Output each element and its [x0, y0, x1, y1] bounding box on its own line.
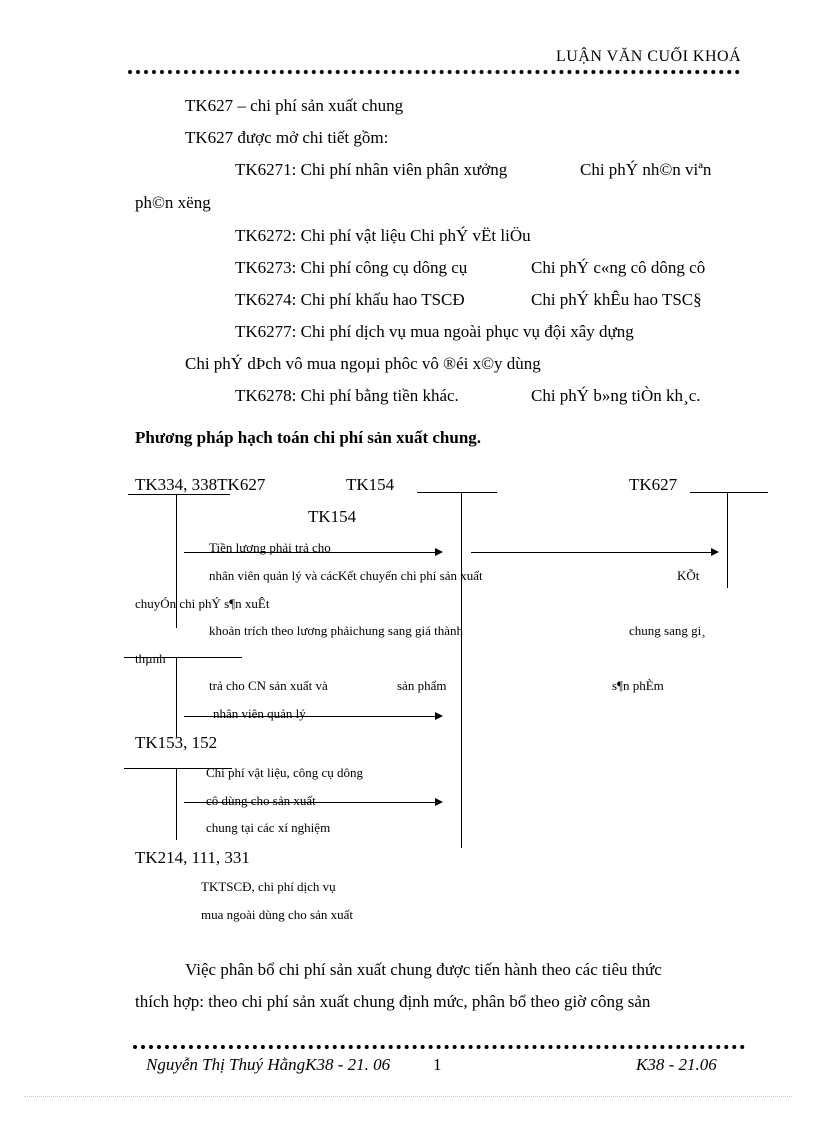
account-line-legacy: Chi phÝ b»ng tiÒn kh¸c.	[531, 386, 701, 405]
diagram-account-334: TK334, 338TK627	[135, 475, 266, 494]
account-line-legacy: Chi phÝ khÊu hao TSC§	[531, 290, 702, 309]
account-line: TK627 – chi phí sản xuất chung	[185, 96, 404, 115]
diagram-text: Chi phí vật liệu, công cụ dông	[206, 765, 364, 780]
account-line-legacy: Chi phÝ c«ng cô dông cô	[531, 258, 706, 277]
footer-class: K38 - 21.06	[636, 1055, 717, 1074]
header-divider	[128, 70, 740, 74]
account-line: TK627 được mở chi tiết gồm:	[185, 128, 389, 147]
account-line-legacy: Chi phÝ dÞch vô mua ngoµi phôc vô ®éi x©y dùng	[185, 354, 541, 373]
paragraph-line: thích hợp: theo chi phí sản xuất chung định mức, phân bổ theo giờ công sản	[135, 992, 651, 1011]
account-line: TK6274: Chi phí khấu hao TSCĐ	[235, 290, 465, 309]
diagram-text: nhân viên quản lý	[213, 706, 306, 721]
account-line-legacy: ph©n xëng	[135, 193, 211, 212]
diagram-account-627: TK627	[629, 475, 678, 494]
t-account-bar	[128, 494, 230, 495]
page-edge	[24, 1096, 792, 1097]
diagram-text: chuyÓn chi phÝ s¶n xuÊt	[135, 596, 270, 611]
account-line: TK6272: Chi phí vật liệu Chi phÝ vËt liÖu	[235, 226, 531, 245]
diagram-text: chung sang gi¸	[629, 623, 706, 638]
diagram-text: sản phẩm	[397, 678, 447, 693]
diagram-account-153: TK153, 152	[135, 733, 218, 752]
t-account-line	[461, 492, 462, 848]
footer-author: Nguyễn Thị Thuý HằngK38 - 21. 06	[146, 1055, 391, 1074]
diagram-account-154: TK154	[346, 475, 395, 494]
footer-divider	[133, 1045, 745, 1049]
account-line-text: TK6277: Chi phí dịch vụ mua ngoài phục vụ đội xây dựng	[235, 322, 634, 341]
diagram-text: nhân viên quản lý và cácKết chuyển chi phí sản xuất	[209, 568, 483, 583]
flow-arrow	[471, 552, 717, 553]
t-account-line	[176, 768, 177, 840]
t-account-bar	[690, 492, 768, 493]
diagram-text: s¶n phÈm	[612, 678, 664, 693]
t-account-line	[727, 492, 728, 588]
diagram-text: trả cho CN sản xuất và	[209, 678, 328, 693]
page-number: 1	[433, 1055, 442, 1074]
header-title: LUẬN VĂN CUỐI KHOÁ	[556, 48, 742, 65]
section-title: Phương pháp hạch toán chi phí sản xuất chung.	[135, 428, 482, 447]
diagram-text: KÕt	[677, 568, 700, 583]
diagram-text: khoản trích theo lương phảichung sang giá thành	[209, 623, 464, 638]
diagram-text: cô dùng cho sản xuất	[206, 793, 316, 808]
diagram-text: Tiền lương phải trả cho	[209, 540, 331, 555]
diagram-text: mua ngoài dùng cho sản xuất	[201, 907, 353, 922]
account-line-legacy: Chi phÝ nh©n viªn	[580, 160, 712, 179]
account-line: TK6271: Chi phí nhân viên phân xưởng	[235, 160, 508, 179]
account-line: TK6273: Chi phí công cụ dông cụ	[235, 258, 468, 277]
t-account-line	[176, 657, 177, 737]
t-account-bar	[417, 492, 497, 493]
paragraph-line: Việc phân bổ chi phí sản xuất chung được tiến hành theo các tiêu thức	[185, 960, 662, 979]
account-line: TK6278: Chi phí bằng tiền khác.	[235, 386, 459, 405]
diagram-text: TKTSCĐ, chi phí dịch vụ	[201, 879, 336, 894]
diagram-account-214: TK214, 111, 331	[135, 848, 250, 867]
diagram-text: thµnh	[135, 651, 166, 666]
diagram-account-154-sub: TK154	[308, 507, 357, 526]
diagram-text: chung tại các xí nghiệm	[206, 820, 331, 835]
account-line	[235, 322, 738, 342]
